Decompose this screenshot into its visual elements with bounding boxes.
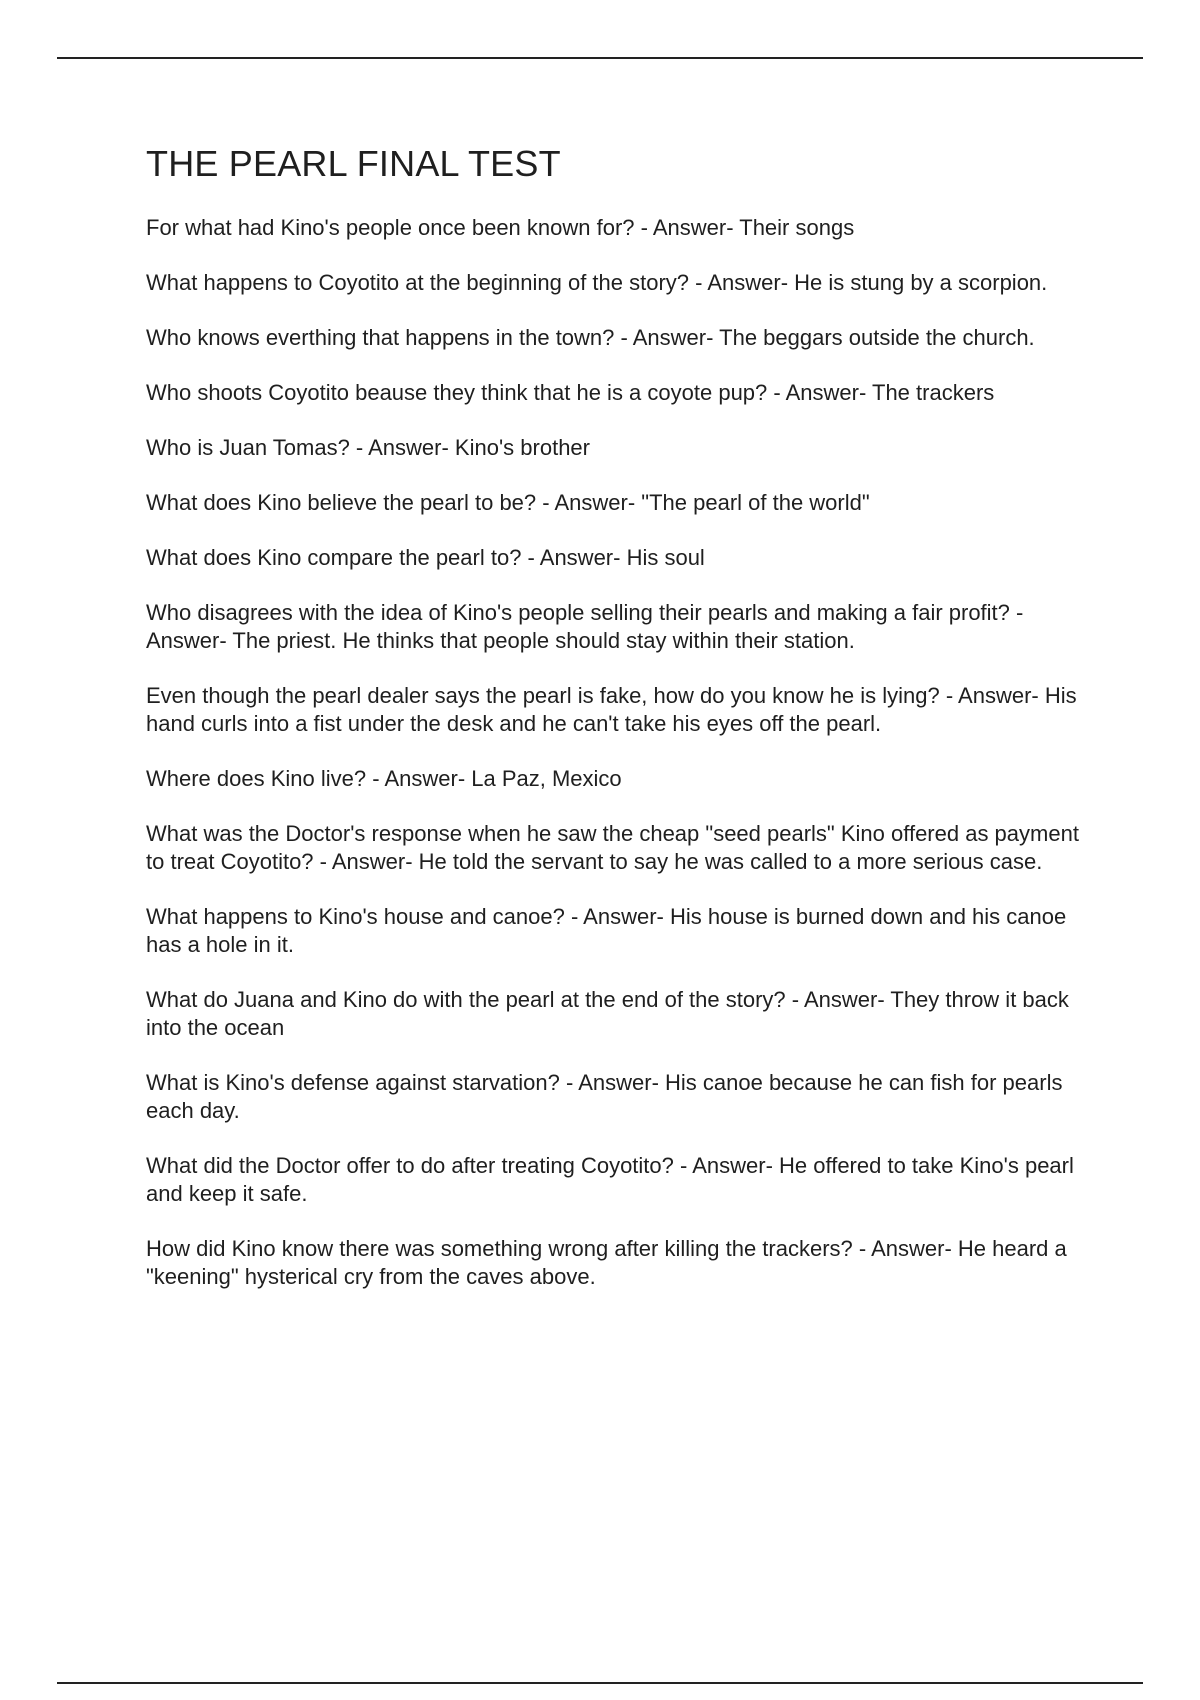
qa-item: What did the Doctor offer to do after treating Coyotito? - Answer- He offered to take Kino's pearl and keep it safe.	[146, 1153, 1074, 1206]
bottom-divider	[57, 1682, 1143, 1684]
qa-item: How did Kino know there was something wrong after killing the trackers? - Answer- He heard a "keening" hysterical cry from the caves above.	[146, 1236, 1067, 1289]
top-divider	[57, 57, 1143, 59]
qa-item: What happens to Kino's house and canoe? - Answer- His house is burned down and his canoe has a hole in it.	[146, 904, 1067, 957]
qa-item: What was the Doctor's response when he saw the cheap "seed pearls" Kino offered as payment to treat Coyotito? - Answer- He told the servant to say he was called to a more serious case.	[146, 821, 1079, 874]
qa-item: Who shoots Coyotito beause they think that he is a coyote pup? - Answer- The trackers	[146, 380, 995, 405]
qa-item: Even though the pearl dealer says the pearl is fake, how do you know he is lying? - Answer- His hand curls into a fist under the desk and he can't take his eyes off the pearl.	[146, 683, 1077, 736]
qa-item: Who disagrees with the idea of Kino's people selling their pearls and making a fair profit? - Answer- The priest. He thinks that people should stay within their station.	[146, 600, 1024, 653]
document-title: THE PEARL FINAL TEST	[146, 143, 561, 184]
qa-item: Who is Juan Tomas? - Answer- Kino's brother	[146, 435, 590, 460]
qa-item: What do Juana and Kino do with the pearl at the end of the story? - Answer- They throw it back into the ocean	[146, 987, 1069, 1040]
document-body	[146, 140, 1096, 1318]
qa-item: What happens to Coyotito at the beginning of the story? - Answer- He is stung by a scorpion.	[146, 270, 1048, 295]
qa-item: For what had Kino's people once been known for? - Answer- Their songs	[146, 215, 855, 240]
qa-item: What is Kino's defense against starvation? - Answer- His canoe because he can fish for pearls each day.	[146, 1070, 1063, 1123]
qa-item: Where does Kino live? - Answer- La Paz, Mexico	[146, 766, 622, 791]
qa-item: What does Kino compare the pearl to? - Answer- His soul	[146, 545, 705, 570]
question-answer-list	[146, 214, 1096, 1291]
qa-item: Who knows everthing that happens in the town? - Answer- The beggars outside the church.	[146, 325, 1035, 350]
qa-item: What does Kino believe the pearl to be? - Answer- "The pearl of the world"	[146, 490, 870, 515]
